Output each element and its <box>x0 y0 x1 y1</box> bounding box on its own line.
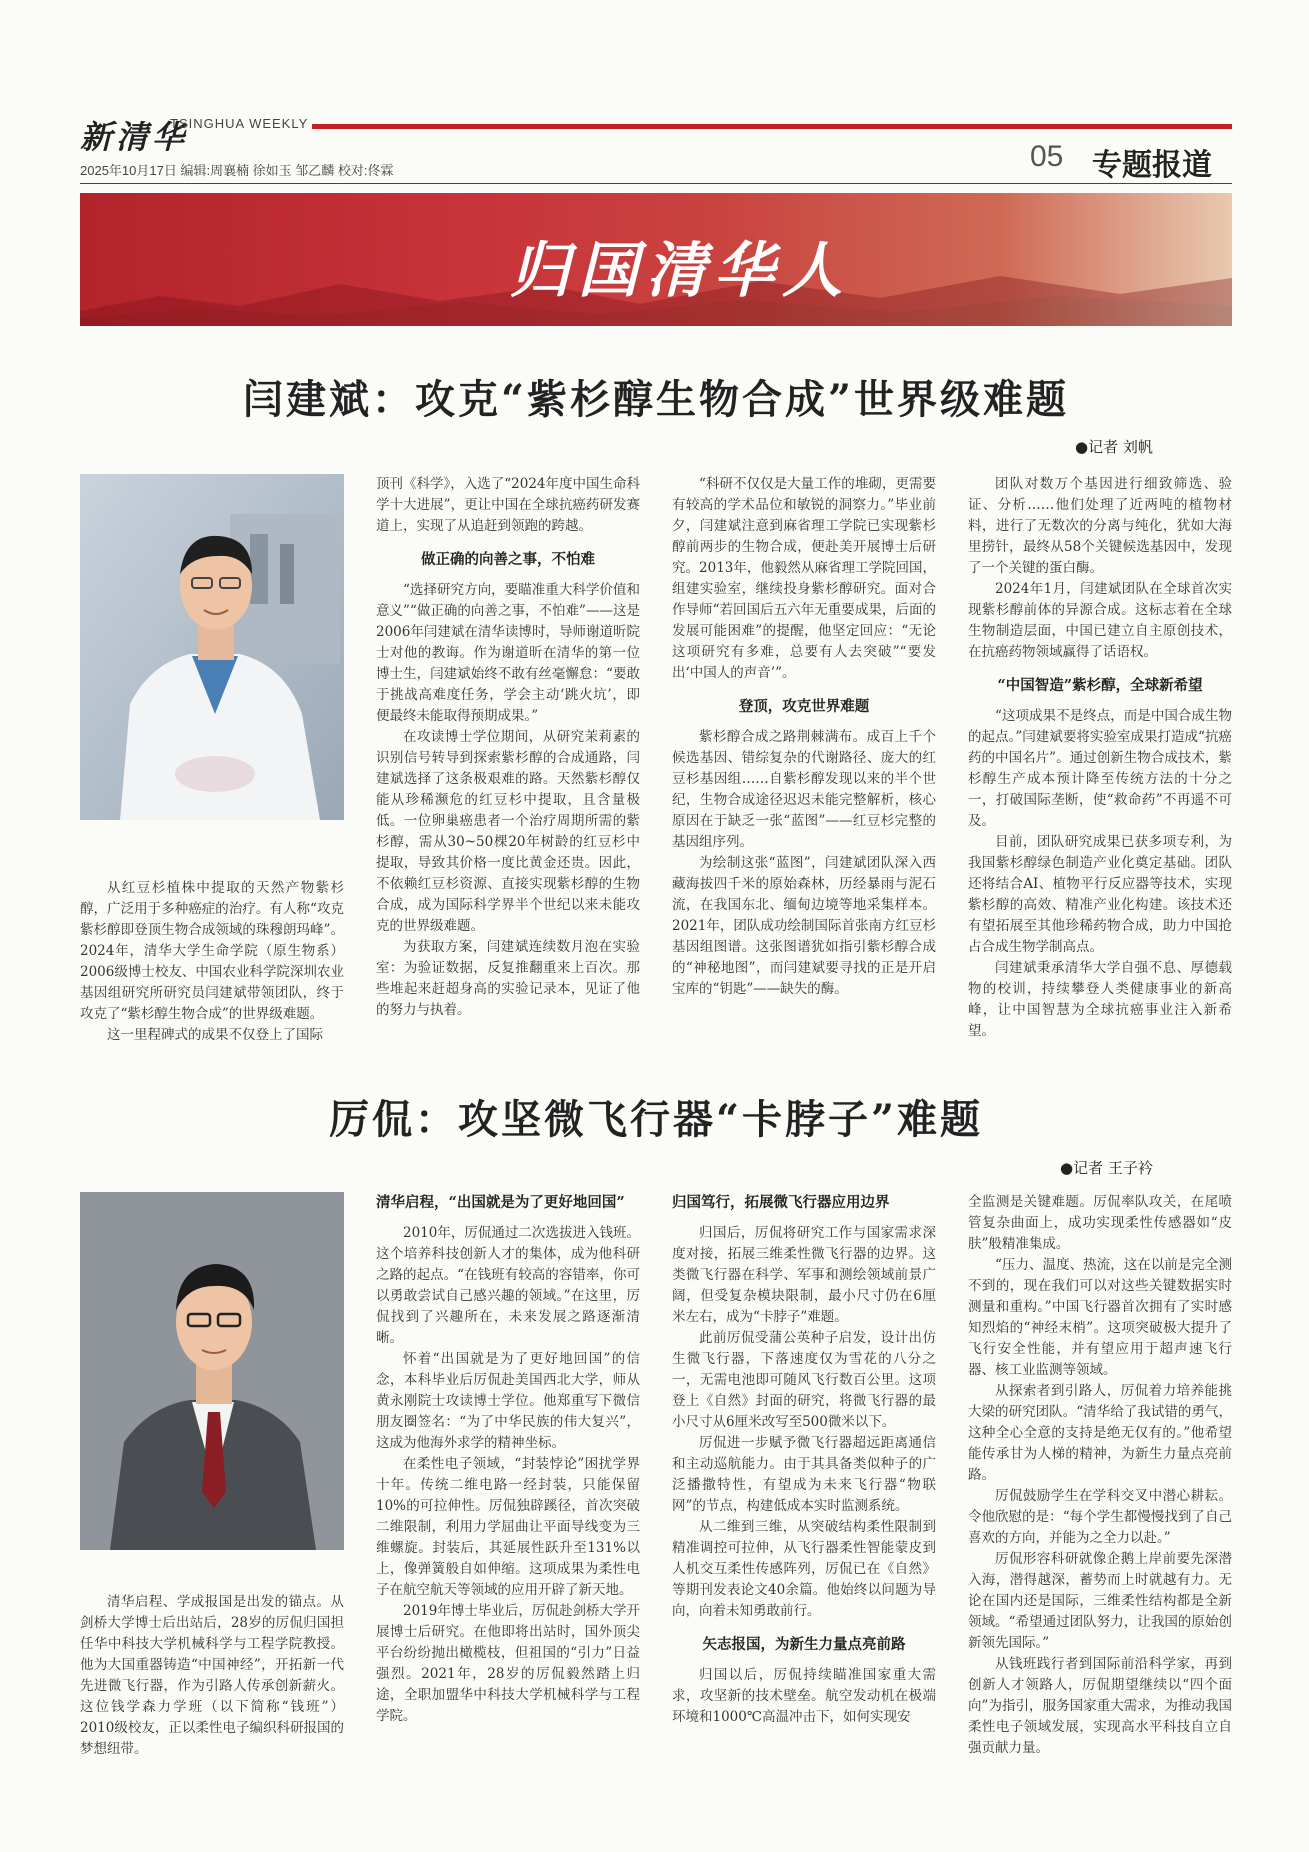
article-paragraph: 为获取方案，闫建斌连续数月泡在实验室：为验证数据，反复推翻重来上百次。那些堆起来赶超身高的实验记录本，见证了他的努力与执着。 <box>376 939 640 1018</box>
masthead-divider <box>80 183 1232 184</box>
section-banner <box>80 193 1232 326</box>
article1-headline: 闫建斌：攻克“紫杉醇生物合成”世界级难题 <box>242 376 1069 423</box>
article2-column-4 <box>968 1192 1232 1759</box>
engineer-portrait-image <box>80 1192 344 1550</box>
article1-subheading: 登顶，攻克世界难题 <box>738 698 870 715</box>
article-paragraph: 从探索者到引路人，厉侃着力培养能挑大梁的研究团队。“清华给了我试错的勇气，这种全心全意的支持是绝无仅有的。”他希望能传承甘为人梯的精神，为新生力量点亮前路。 <box>968 1383 1232 1483</box>
article-paragraph: 全监测是关键难题。厉侃率队攻关，在尾喷管复杂曲面上，成功实现柔性传感器如“皮肤”般精准集成。 <box>968 1194 1232 1252</box>
article1-portrait-photo <box>80 474 344 820</box>
article-paragraph: 厉侃进一步赋予微飞行器超远距离通信和主动巡航能力。由于其具备类似种子的广泛播撒特性，有望成为未来飞行器“物联网”的节点，构建低成本实时监测系统。 <box>672 1435 936 1514</box>
article-paragraph: 在柔性电子领域，“封装悖论”困扰学界十年。传统二维电路一经封装，只能保留10%的可拉伸性。厉侃独辟蹊径，首次突破二维限制，利用力学屈曲让平面导线变为三维螺旋。封装后，其延展性跃升至131%以上，像弹簧般自如伸缩。这项成果为柔性电子在航空航天等领域的应用开辟了新天地。 <box>376 1456 640 1598</box>
article-paragraph: 厉侃形容科研就像企鹅上岸前要先深潜入海，潜得越深，蓄势而上时就越有力。无论在国内还是国际，三维柔性结构都是全新领域。“希望通过团队努力，让我国的原始创新领先国际。” <box>968 1551 1232 1651</box>
article2-column-2 <box>376 1192 640 1727</box>
article-paragraph: “压力、温度、热流，这在以前是完全测不到的，现在我们可以对这些关键数据实时测量和重构。”中国飞行器首次拥有了实时感知烈焰的“神经末梢”。这项突破极大提升了飞行安全性能，并有望应用于超声速飞行器、核工业监测等领域。 <box>968 1257 1232 1378</box>
article1-column-2 <box>376 474 640 1021</box>
article-paragraph: 2024年1月，闫建斌团队在全球首次实现紫杉醇前体的异源合成。这标志着在全球生物制造层面，中国已建立自主原创技术，在抗癌药物领域赢得了话语权。 <box>968 581 1232 660</box>
article-paragraph: 闫建斌秉承清华大学自强不息、厚德载物的校训，持续攀登人类健康事业的新高峰，让中国智慧为全球抗癌事业注入新希望。 <box>968 960 1232 1039</box>
article-paragraph: 在攻读博士学位期间，从研究茉莉素的识别信号转导到探索紫杉醇的合成通路，闫建斌选择了这条极艰难的路。天然紫杉醇仅能从珍稀濒危的红豆杉中提取，且含量极低。一位卵巢癌患者一个治疗周期所需的紫杉醇，需从30~50棵20年树龄的红豆杉中提取，导致其价格一度比黄金还贵。因此，不依赖红豆杉资源、直接实现紫杉醇的生物合成，成为国际科学界半个世纪以来未能攻克的世界级难题。 <box>376 729 640 934</box>
article2-subheading: 矢志报国，为新生力量点亮前路 <box>702 1636 906 1653</box>
article1-reporter: ●记者 刘帆 <box>1075 438 1153 456</box>
article-paragraph: “选择研究方向，要瞄准重大科学价值和意义”“做正确的向善之事，不怕难”——这是2006年闫建斌在清华读博时，导师谢道昕院士对他的教诲。作为谢道昕在清华的第一位博士生，闫建斌始终不敢有丝毫懈怠：“要敢于挑战高难度任务，学会主动‘跳火坑’，即便最终未能取得预期成果。” <box>376 582 640 724</box>
article-paragraph: 厉侃鼓励学生在学科交叉中潜心耕耘。令他欣慰的是：“每个学生都慢慢找到了自己喜欢的方向，并能为之全力以赴。” <box>968 1488 1232 1546</box>
article2-subheading: 归国笃行，拓展微飞行器应用边界 <box>672 1194 890 1211</box>
issue-date-line: 2025年10月17日 编辑:周襄楠 徐如玉 邹乙麟 校对:佟霖 <box>80 163 394 178</box>
article2-portrait-photo <box>80 1192 344 1550</box>
banner-title: 归国清华人 <box>510 236 850 306</box>
article1-column-4 <box>968 474 1232 1042</box>
masthead-red-rule <box>312 124 1232 129</box>
article-paragraph: 怀着“出国就是为了更好地回国”的信念，本科毕业后厉侃赴美国西北大学，师从黄永刚院士攻读博士学位。他郑重写下微信朋友圈签名：“为了中华民族的伟大复兴”，这成为他海外求学的精神坐标。 <box>376 1351 640 1451</box>
masthead-logo: 新清华 <box>80 118 189 156</box>
article1-intro <box>80 878 344 1046</box>
article-paragraph: 从二维到三维，从突破结构柔性限制到精准调控可拉伸，从飞行器柔性智能蒙皮到人机交互柔性传感阵列，厉侃已在《自然》等期刊发表论文40余篇。他始终以问题为导向，向着未知勇敢前行。 <box>672 1519 936 1619</box>
section-title: 专题报道 <box>1092 148 1212 183</box>
masthead-english: TSINGHUA WEEKLY <box>170 116 309 131</box>
article1-intro-para: 从红豆杉植株中提取的天然产物紫杉醇，广泛用于多种癌症的治疗。有人称“攻克紫杉醇即登顶生物合成领域的珠穆朗玛峰”。2024年，清华大学生命学院（原生物系）2006级博士校友、中国农业科学院深圳农业基因组研究所研究员闫建斌带领团队，终于攻克了“紫杉醇生物合成”的世界级难题。 <box>80 880 344 1022</box>
article2-intro-para: 清华启程、学成报国是出发的锚点。从剑桥大学博士后出站后，28岁的厉侃归国担任华中科技大学机械科学与工程学院教授。他为大国重器铸造“中国神经”，开拓新一代先进微飞行器，作为引路人传承创新薪火。这位钱学森力学班（以下简称“钱班”）2010级校友，正以柔性电子编织科研报国的梦想纽带。 <box>80 1594 344 1757</box>
article-paragraph: 团队对数万个基因进行细致筛选、验证、分析……他们处理了近两吨的植物材料，进行了无数次的分离与纯化，犹如大海里捞针，最终从58个关键候选基因中，发现了一个关键的蛋白酶。 <box>968 476 1232 576</box>
article1-column-3 <box>672 474 936 1000</box>
article-paragraph: 2019年博士毕业后，厉侃赴剑桥大学开展博士后研究。在他即将出站时，国外顶尖平台纷纷抛出橄榄枝，但祖国的“引力”日益强烈。2021年，28岁的厉侃毅然踏上归途，全职加盟华中科技大学机械科学与工程学院。 <box>376 1603 640 1724</box>
article1-subheading: “中国智造”紫杉醇，全球新希望 <box>997 677 1203 694</box>
article1-subheading: 做正确的向善之事，不怕难 <box>421 551 595 568</box>
article-paragraph: 顶刊《科学》，入选了“2024年度中国生命科学十大进展”，更让中国在全球抗癌药研发赛道上，实现了从追赶到领跑的跨越。 <box>376 476 641 534</box>
article-paragraph: 为绘制这张“蓝图”，闫建斌团队深入西藏海拔四千米的原始森林，历经暴雨与泥石流，在我国东北、缅甸边境等地采集样本。2021年，团队成功绘制国际首张南方红豆杉基因组图谱。这张图谱犹如指引紫杉醇合成的“神秘地图”，而闫建斌要寻找的正是开启宝库的“钥匙”——缺失的酶。 <box>672 855 936 997</box>
article-paragraph: 2010年，厉侃通过二次选拔进入钱班。这个培养科技创新人才的集体，成为他科研之路的起点。“在钱班有较高的容错率，你可以勇敢尝试自己感兴趣的领域。”在这里，厉侃找到了兴趣所在，未来发展之路逐渐清晰。 <box>376 1225 640 1346</box>
page-number: 05 <box>1030 140 1064 173</box>
article-paragraph: 归国以后，厉侃持续瞄准国家重大需求，攻坚新的技术壁垒。航空发动机在极端环境和1000℃高温冲击下，如何实现安 <box>672 1667 936 1725</box>
article2-subheading: 清华启程，“出国就是为了更好地回国” <box>376 1194 625 1211</box>
article1-intro-para: 这一里程碑式的成果不仅登上了国际 <box>107 1027 323 1043</box>
article-paragraph: 目前，团队研究成果已获多项专利，为我国紫杉醇绿色制造产业化奠定基础。团队还将结合AI、植物平行反应器等技术，实现紫杉醇的高效、精准产业化构建。该技术还有望拓展至其他珍稀药物合成，助力中国抢占合成生物学制高点。 <box>968 834 1232 955</box>
article2-column-3 <box>672 1192 936 1728</box>
scientist-portrait-image <box>80 474 344 820</box>
article-paragraph: “这项成果不是终点，而是中国合成生物的起点。”闫建斌要将实验室成果打造成“抗癌药的中国名片”。通过创新生物合成技术，紫杉醇生产成本预计降至传统方法的十分之一，打破国际垄断，使“救命药”不再遥不可及。 <box>968 708 1232 829</box>
article2-headline: 厉侃：攻坚微飞行器“卡脖子”难题 <box>328 1096 983 1143</box>
article-paragraph: 此前厉侃受蒲公英种子启发，设计出仿生微飞行器，下落速度仅为雪花的八分之一，无需电池即可随风飞行数百公里。这项登上《自然》封面的研究，将微飞行器的最小尺寸从6厘米改写至500微米以下。 <box>672 1330 936 1430</box>
article-paragraph: 从钱班践行者到国际前沿科学家，再到创新人才领路人，厉侃期望继续以“四个面向”为指引，服务国家重大需求，为推动我国柔性电子领域发展，实现高水平科技自立自强贡献力量。 <box>968 1656 1232 1756</box>
article-paragraph: 紫杉醇合成之路荆棘满布。成百上千个候选基因、错综复杂的代谢路径、庞大的红豆杉基因组……自紫杉醇发现以来的半个世纪，生物合成途径迟迟未能完整解析，核心原因在于缺乏一张“蓝图”——红豆杉完整的基因组序列。 <box>672 729 936 850</box>
article2-intro <box>80 1592 344 1760</box>
article-paragraph: “科研不仅仅是大量工作的堆砌，更需要有较高的学术品位和敏锐的洞察力。”毕业前夕，闫建斌注意到麻省理工学院已实现紫杉醇前两步的生物合成，便赴美开展博士后研究。2013年，他毅然从麻省理工学院回国，组建实验室，继续投身紫杉醇研究。面对合作导师“若回国后五六年无重要成果，后面的发展可能困难”的提醒，他坚定回应：“无论这项研究有多难，总要有人去突破”“要发出‘中国人的声音’”。 <box>672 476 936 681</box>
article2-reporter: ●记者 王子衿 <box>1060 1159 1153 1177</box>
article-paragraph: 归国后，厉侃将研究工作与国家需求深度对接，拓展三维柔性微飞行器的边界。这类微飞行器在科学、军事和测绘领域前景广阔，但受复杂模块限制，最小尺寸仍在6厘米左右，成为“卡脖子”难题。 <box>672 1225 936 1325</box>
